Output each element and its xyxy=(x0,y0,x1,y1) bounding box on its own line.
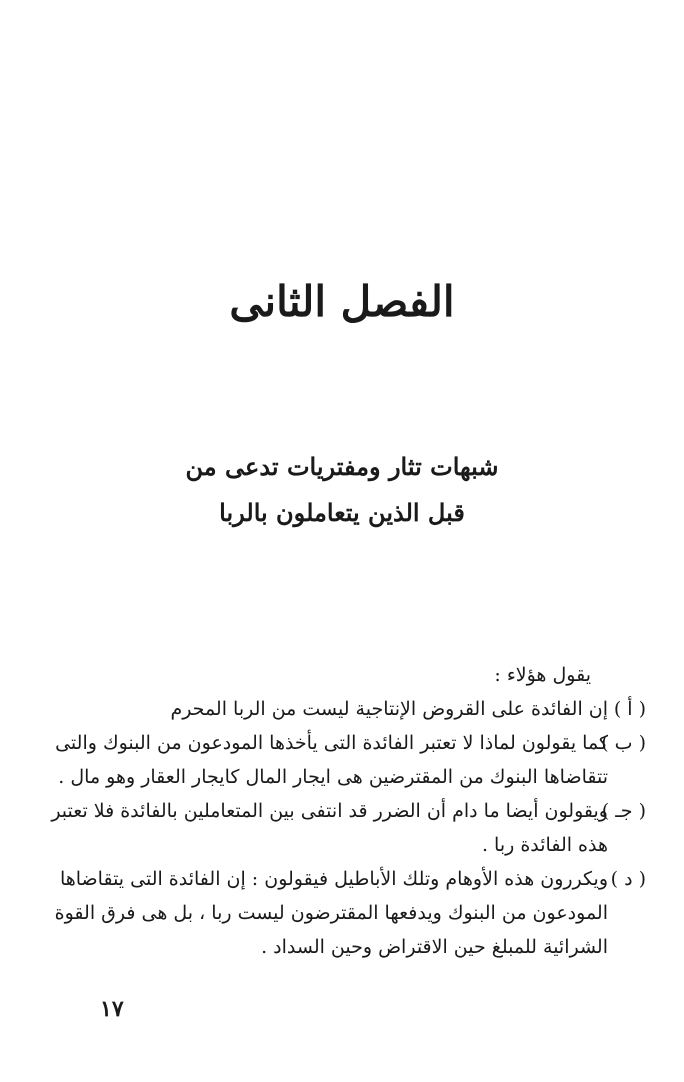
item-label: ( أ ) xyxy=(613,698,646,720)
item-label: ( د ) xyxy=(610,868,646,890)
intro-line: يقول هؤلاء : xyxy=(494,664,591,686)
item-label: ( جـ ) xyxy=(601,800,646,822)
item-text xyxy=(36,862,608,964)
list-item-a xyxy=(36,692,646,726)
list-item-d xyxy=(36,862,646,964)
text-line: ويكررون هذه الأوهام وتلك الأباطيل فيقولون : إن الفائدة التى يتقاضاها xyxy=(59,868,608,890)
text-line: تتقاضاها البنوك من المقترضين هى ايجار المال كايجار العقار وهو مال . xyxy=(58,766,608,788)
item-text xyxy=(36,692,608,726)
text-line: إن الفائدة على القروض الإنتاجية ليست من الربا المحرم xyxy=(170,698,608,720)
item-text xyxy=(36,726,608,794)
text-line: المودعون من البنوك ويدفعها المقترضون ليست ربا ، بل هى فرق القوة xyxy=(54,902,608,924)
chapter-subtitle xyxy=(0,444,684,536)
chapter-title: الفصل الثانى xyxy=(229,277,455,326)
subtitle-line-2: قبل الذين يتعاملون بالربا xyxy=(219,498,465,527)
body-text xyxy=(36,658,646,964)
text-line: كما يقولون لماذا لا تعتبر الفائدة التى يأخذها المودعون من البنوك والتى xyxy=(55,732,608,754)
text-line: ويقولون أيضا ما دام أن الضرر قد انتفى بين المتعاملين بالفائدة فلا تعتبر xyxy=(51,800,608,822)
list-item-c xyxy=(36,794,646,862)
text-line: هذه الفائدة ربا . xyxy=(481,834,608,856)
item-text xyxy=(36,794,608,862)
list-item-b xyxy=(36,726,646,794)
page-number: ١٧ xyxy=(100,996,124,1022)
item-label: ( ب ) xyxy=(601,732,646,754)
subtitle-line-1: شبهات تثار ومفتريات تدعى من xyxy=(185,452,499,481)
text-line: الشرائية للمبلغ حين الاقتراض وحين السداد . xyxy=(261,936,608,958)
